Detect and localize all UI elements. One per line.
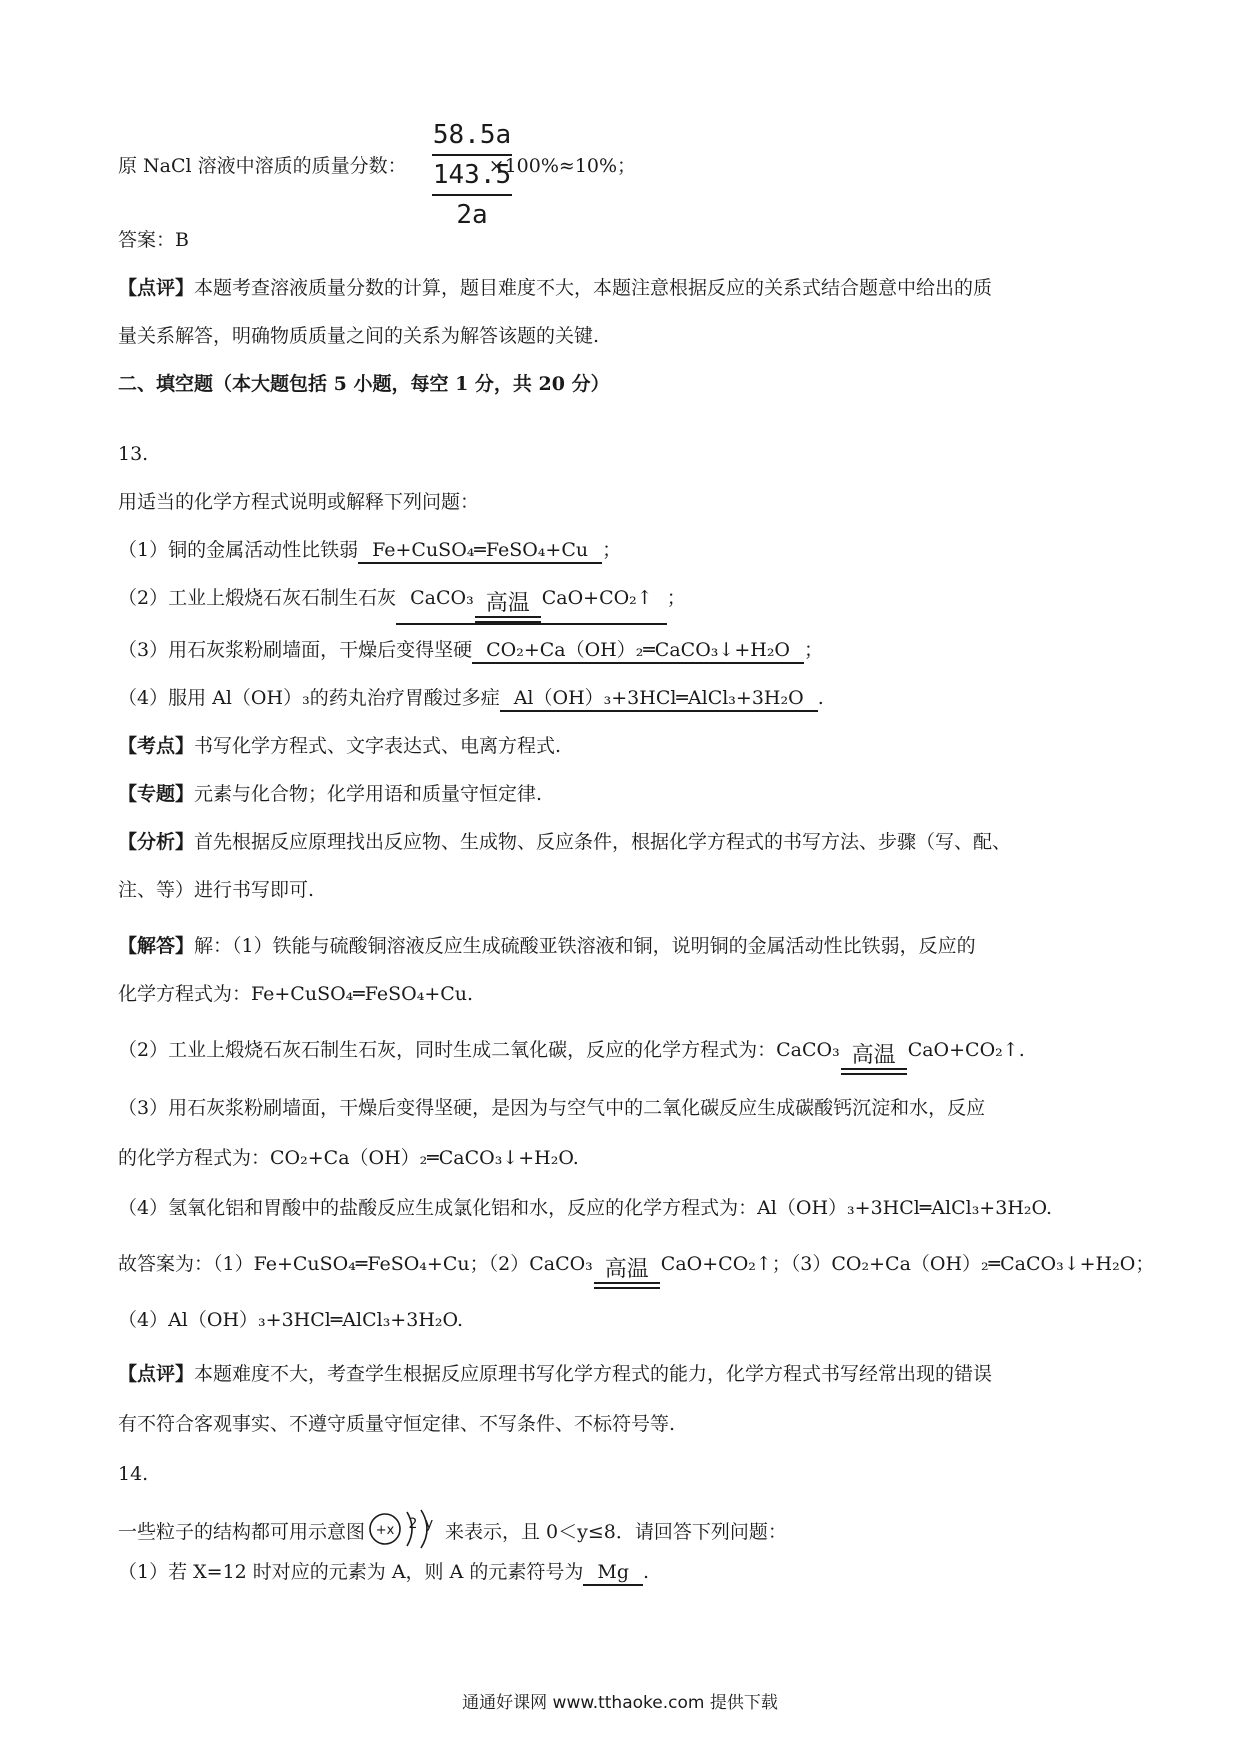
jieda-line-a: [118, 932, 976, 960]
nacl-line: [118, 152, 636, 180]
jieda-line-d: （3）用石灰浆粉刷墙面，干燥后变得坚硬，是因为与空气中的二氧化碳反应生成碳酸钙沉淀和水，反应: [118, 1097, 986, 1119]
zhuanti-text: 元素与化合物；化学用语和质量守恒定律.: [194, 783, 543, 805]
q13-number: 13.: [118, 443, 149, 465]
q13-3-prompt: （3）用石灰浆粉刷墙面，干燥后变得坚硬: [118, 639, 473, 661]
review2-line-a: [118, 1360, 992, 1388]
q13-4-prompt: （4）服用 Al（OH）₃的药丸治疗胃酸过多症: [118, 687, 500, 709]
q14-1-prompt: （1）若 X=12 时对应的元素为 A，则 A 的元素符号为: [118, 1561, 584, 1583]
q13-1-prompt: （1）铜的金属活动性比铁弱: [118, 539, 359, 561]
q13-2-post: ；: [666, 587, 686, 609]
q13-2-prompt: （2）工业上煅烧石灰石制生石灰: [118, 587, 397, 609]
q13-2-reactant: CaCO₃: [410, 587, 474, 609]
review2-tag: 【点评】: [118, 1363, 195, 1385]
q14-1-post: .: [642, 1561, 650, 1583]
atom-shell-2: y: [424, 1516, 434, 1532]
q13-3-answer: CO₂+Ca（OH）₂═CaCO₃↓+H₂O: [472, 638, 804, 664]
q13-2-product: CaO+CO₂↑: [541, 587, 653, 609]
zhuanti-tag: 【专题】: [118, 783, 195, 805]
frac-den: 2a: [456, 200, 488, 230]
heat-condition-3: [594, 1258, 660, 1289]
jieda-line-b: 化学方程式为：Fe+CuSO₄═FeSO₄+Cu.: [118, 983, 474, 1005]
q13-2: [118, 584, 686, 625]
cond-text-2: 高温: [851, 1043, 896, 1068]
kaodian-tag: 【考点】: [118, 735, 195, 757]
jieda-c-pre: （2）工业上煅烧石灰石制生石灰，同时生成二氧化碳，反应的化学方程式为：CaCO₃: [118, 1039, 840, 1061]
q13-1-answer: Fe+CuSO₄═FeSO₄+Cu: [358, 538, 602, 564]
q13-3: [118, 636, 823, 664]
q14-number: 14.: [118, 1463, 149, 1485]
q13-1-post: ；: [602, 539, 622, 561]
cond-text: 高温: [485, 591, 530, 616]
q13-1: [118, 536, 621, 564]
frac-num-top: 58.5a: [432, 120, 512, 150]
fenxi-line-a: [118, 828, 1011, 856]
atom-shell-1: 2: [408, 1516, 418, 1532]
review2-line-b: 有不符合客观事实、不遵守质量守恒定律、不写条件、不标符号等.: [118, 1413, 676, 1435]
guda-post: CaO+CO₂↑；（3）CO₂+Ca（OH）₂═CaCO₃↓+H₂O；: [660, 1253, 1155, 1275]
review1-line-b: 量关系解答，明确物质质量之间的关系为解答该题的关键.: [118, 325, 600, 347]
fenxi-tag: 【分析】: [118, 831, 195, 853]
review1-line-a: [118, 274, 992, 302]
review1-tag: 【点评】: [118, 277, 195, 299]
answer-line: 答案：B: [118, 229, 189, 251]
heat-condition-2: [841, 1044, 907, 1075]
jieda-line-c: [118, 1036, 1025, 1075]
zhuanti-line: [118, 780, 542, 808]
review1-text-a: 本题考查溶液质量分数的计算，题目难度不大，本题注意根据反应的关系式结合题意中给出的质: [194, 277, 993, 299]
section-heading: 二、填空题（本大题包括 5 小题，每空 1 分，共 20 分）: [118, 373, 610, 395]
q13-4: [118, 684, 824, 712]
heat-condition: [475, 592, 541, 623]
jieda-line-e: 的化学方程式为：CO₂+Ca（OH）₂═CaCO₃↓+H₂O.: [118, 1147, 579, 1169]
frac-num-bottom: 143.5: [432, 160, 512, 190]
cond-bar-3: [594, 1282, 660, 1289]
cond-bar: [475, 616, 541, 623]
q14-1-answer: Mg: [583, 1560, 643, 1586]
q14-pre: 一些粒子的结构都可用示意图: [118, 1521, 366, 1543]
guda-line-b: （4）Al（OH）₃+3HCl═AlCl₃+3H₂O.: [118, 1309, 464, 1331]
q13-4-post: .: [817, 687, 824, 709]
q14-post: 来表示，且 0＜y≤8．请回答下列问题：: [445, 1521, 787, 1543]
nacl-pre: 原 NaCl 溶液中溶质的质量分数：: [118, 155, 407, 177]
guda-pre: 故答案为：（1）Fe+CuSO₄═FeSO₄+Cu；（2）CaCO₃: [118, 1253, 593, 1275]
nacl-post: ×100%≈10%；: [488, 155, 637, 177]
q14-intro: [118, 1506, 787, 1560]
kaodian-line: [118, 732, 561, 760]
guda-line-a: [118, 1250, 1154, 1289]
fenxi-line-b: 注、等）进行书写即可.: [118, 879, 315, 901]
q13-intro: 用适当的化学方程式说明或解释下列问题：: [118, 491, 480, 513]
page-footer: 通通好课网 www.tthaoke.com 提供下载: [462, 1693, 778, 1713]
frac-bar-2: [432, 194, 512, 196]
jieda-text-a: 解：（1）铁能与硫酸铜溶液反应生成硫酸亚铁溶液和铜，说明铜的金属活动性比铁弱，反应的: [194, 935, 976, 957]
cond-bar-2: [841, 1068, 907, 1075]
jieda-tag: 【解答】: [118, 935, 195, 957]
q13-3-post: ；: [804, 639, 824, 661]
q14-1: [118, 1558, 649, 1586]
fenxi-text-a: 首先根据反应原理找出反应物、生成物、反应条件，根据化学方程式的书写方法、步骤（写、配、: [194, 831, 1012, 853]
q13-2-answer: [396, 586, 667, 625]
cond-text-3: 高温: [604, 1257, 649, 1282]
kaodian-text: 书写化学方程式、文字表达式、电离方程式.: [194, 735, 562, 757]
review2-text-a: 本题难度不大，考查学生根据反应原理书写化学方程式的能力，化学方程式书写经常出现的错误: [194, 1363, 993, 1385]
atom-structure-diagram: [367, 1506, 443, 1560]
jieda-line-f: （4）氢氧化铝和胃酸中的盐酸反应生成氯化铝和水，反应的化学方程式为：Al（OH）₃+3HCl═AlCl₃+3H₂O.: [118, 1197, 1053, 1219]
q13-4-answer: Al（OH）₃+3HCl═AlCl₃+3H₂O: [500, 686, 818, 712]
atom-nucleus: +x: [375, 1523, 395, 1538]
jieda-c-post: CaO+CO₂↑.: [907, 1039, 1025, 1061]
